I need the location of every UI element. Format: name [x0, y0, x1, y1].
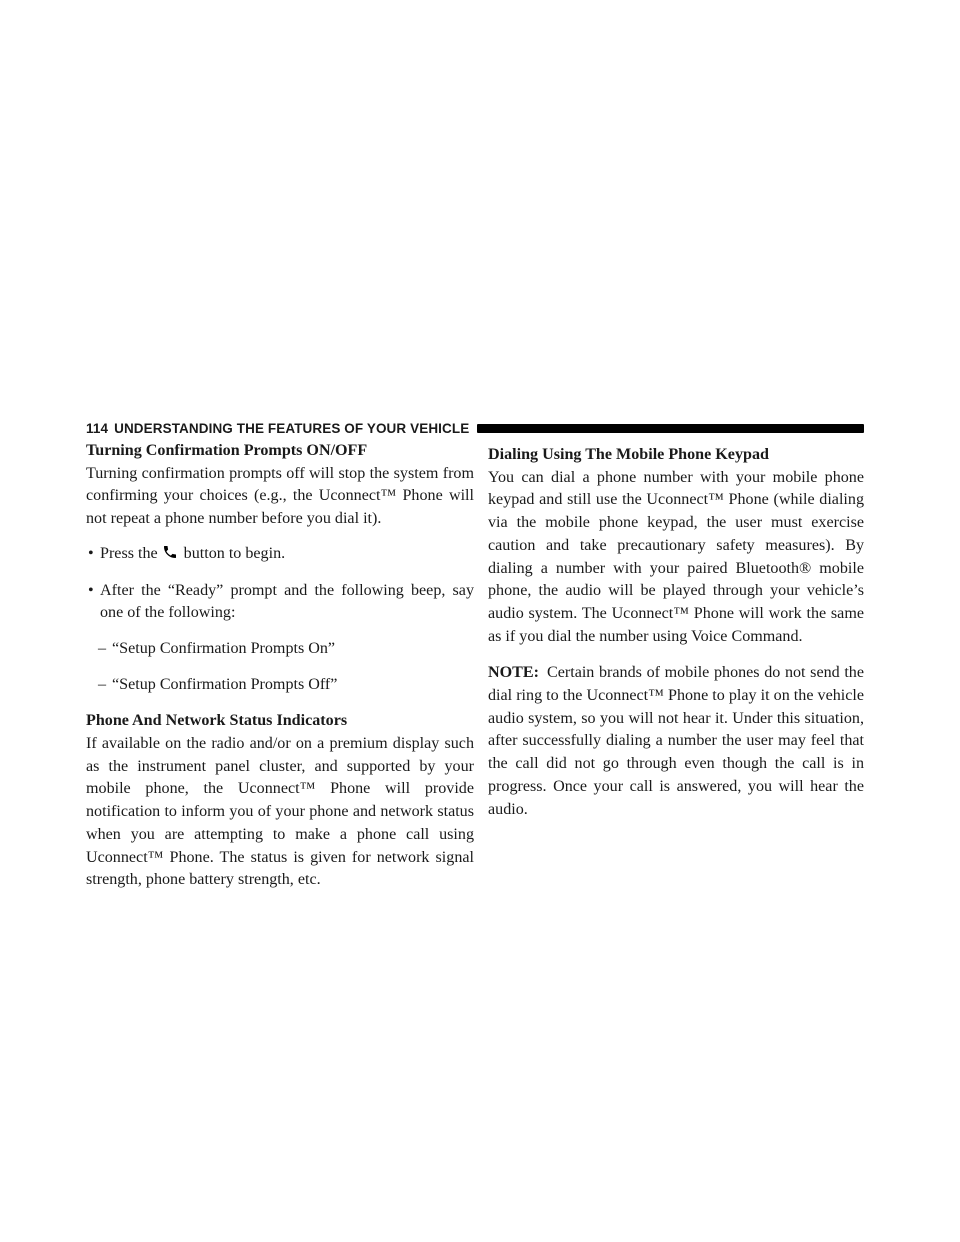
heading-status-indicators: Phone And Network Status Indicators [86, 712, 348, 730]
heading-mobile-keypad: Dialing Using The Mobile Phone Keypad [488, 446, 769, 463]
note-text: Certain brands of mobile phones do not send the dial ring to the Uconnect™ Phone to play it on the vehicle audio system, so you will not hear it. Under this situation, after successfully dialing a number the user may feel that the call did not go through even though the call is in progress. Once your call is answered, you will hear the audio. [488, 664, 864, 818]
dash-item [86, 674, 474, 697]
page-number: 114 [86, 420, 109, 436]
heading-confirmation-prompts: Turning Confirmation Prompts ON/OFF [86, 442, 368, 459]
dash-mark: – [98, 675, 107, 693]
bullet-item [86, 580, 474, 625]
bullet-text: After the “Ready” prompt and the following beep, say one of the following: [100, 581, 474, 622]
bullet-text-before-icon: Press the [100, 544, 158, 562]
bullet-text [100, 543, 474, 568]
bullet-mark: • [88, 544, 94, 562]
header-rule [477, 424, 864, 433]
phone-icon [162, 544, 178, 568]
dash-item-text: “Setup Confirmation Prompts On” [112, 639, 336, 657]
paragraph-mobile-keypad: You can dial a phone number with your mobile phone keypad and still use the Uconnect™ Phone (while dialing via the mobile phone keypad, the user must exercise caution and take precautionary safety measures). By dialing a number with your paired Bluetooth® mobile phone, the audio will be played through your vehicle’s audio system. The Uconnect™ Phone will work the same as if you dial the number using Voice Command. [488, 468, 864, 645]
left-column [86, 440, 474, 892]
right-column [488, 440, 864, 821]
dash-item-text: “Setup Confirmation Prompts Off” [112, 675, 338, 693]
paragraph-confirmation-prompts: Turning confirmation prompts off will stop the system from confirming your choices (e.g., the Uconnect™ Phone will not repeat a phone number before you dial it). [86, 464, 474, 528]
dash-mark: – [98, 639, 107, 657]
paragraph-status-indicators: If available on the radio and/or on a premium display such as the instrument panel cluster, and supported by your mobile phone, the Uconnect™ Phone will provide notification to inform you of your phone and network status when you are attempting to make a phone call using Uconnect™ Phone. The status is given for network signal strength, phone battery strength, etc. [86, 735, 474, 889]
bullet-item [86, 543, 474, 568]
bullet-text-after-icon: button to begin. [183, 544, 286, 562]
bullet-mark: • [88, 581, 94, 599]
note-label: NOTE: [488, 664, 539, 682]
dash-item [86, 638, 474, 661]
running-header [86, 418, 864, 438]
note-paragraph [488, 662, 864, 821]
section-title: UNDERSTANDING THE FEATURES OF YOUR VEHICLE [114, 420, 470, 436]
